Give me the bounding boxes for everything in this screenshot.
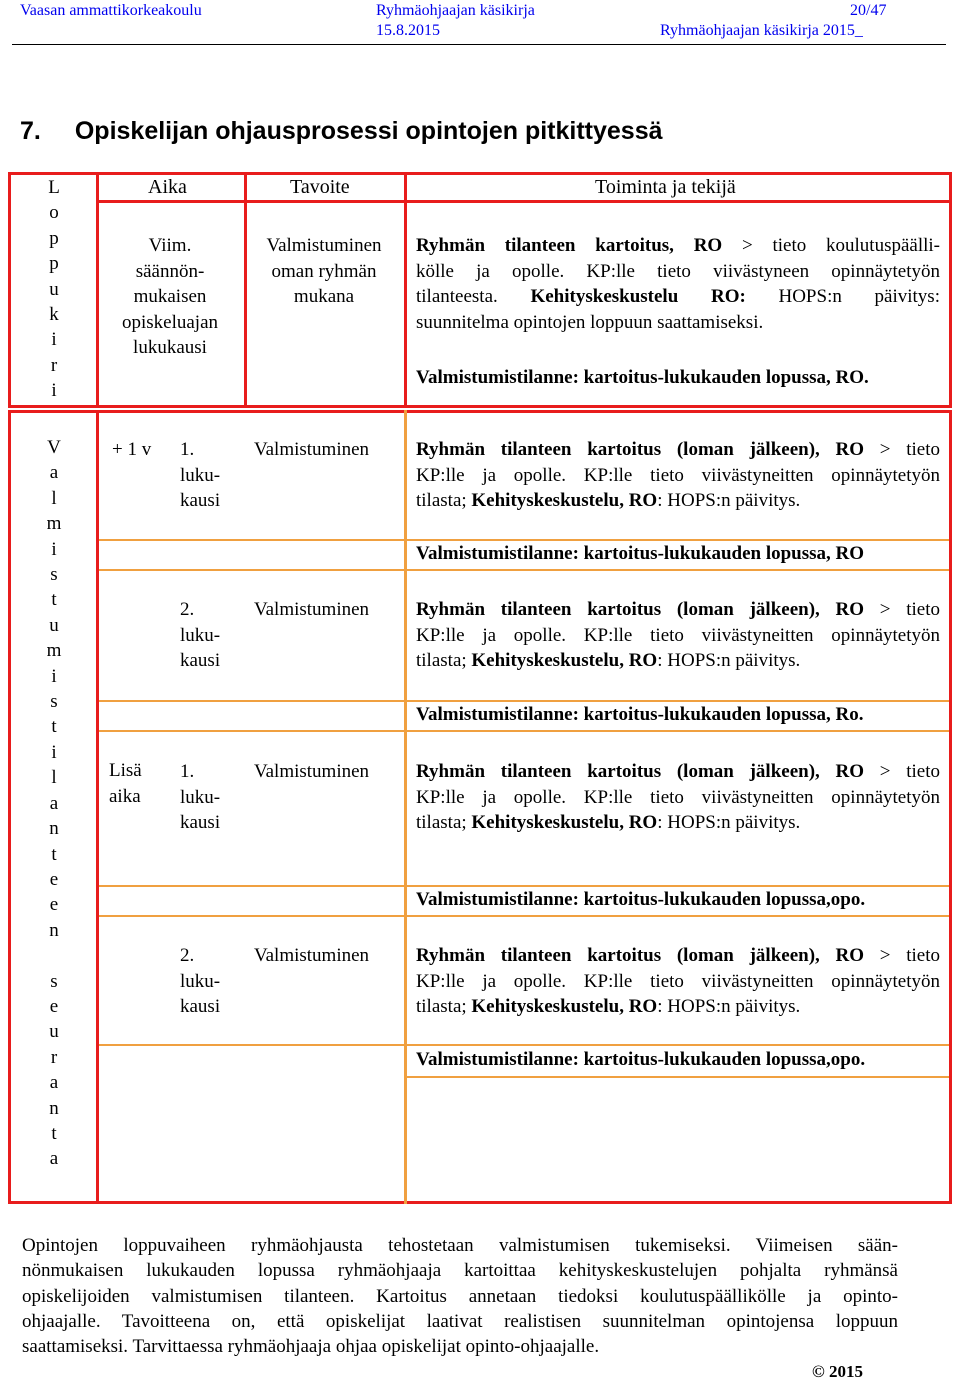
table1-action-line <box>416 284 940 310</box>
status-line: Valmistumistilanne: kartoitus-lukukauden lopussa, RO <box>416 543 865 564</box>
header-center: Ryhmäohjaajan käsikirja <box>376 2 535 19</box>
action-line: tilasta; Kehityskeskustelu, RO: HOPS:n päivitys. <box>416 490 801 511</box>
table1-toiminta-cell <box>416 233 940 335</box>
aika-extra-time: Lisä aika <box>109 760 142 807</box>
action-cell <box>416 597 940 674</box>
table1-tavoite-cell: Valmistuminen oman ryhmän mukana <box>266 235 382 307</box>
table2-side-divider <box>96 410 99 1204</box>
table1-action-line <box>416 259 940 285</box>
tavoite-cell: Valmistuminen <box>254 599 370 620</box>
row-separator <box>404 1076 949 1078</box>
action-cell <box>416 437 940 514</box>
row-separator <box>99 730 949 732</box>
action-line: Ryhmän tilanteen kartoitus (loman jälkeen), RO > tieto <box>416 945 940 966</box>
action-line: KP:lle ja opolle. KP:lle tieto viivästyneitten opinnäytetyön <box>416 464 940 486</box>
tavoite-cell: Valmistuminen <box>254 761 370 782</box>
table1-action-run: > tieto koulutuspäälli- <box>722 235 940 256</box>
table1-action-run: suunnitelma opintojen loppuun saattamiseksi. <box>416 311 764 333</box>
header-right-doc: Ryhmäohjaajan käsikirja 2015_ <box>660 22 863 39</box>
header-divider <box>12 44 946 45</box>
section-number: 7. <box>20 117 41 145</box>
table1-aika-cell: Viim. säännön- mukaisen opiskeluajan lukukausi <box>121 235 219 358</box>
tavoite-cell: Valmistuminen <box>254 945 370 966</box>
action-line: tilasta; Kehityskeskustelu, RO: HOPS:n päivitys. <box>416 812 801 833</box>
col-header-tavoite: Tavoite <box>290 176 350 198</box>
table1-action-line <box>416 310 940 336</box>
col-header-aika: Aika <box>148 176 187 198</box>
action-cell <box>416 759 940 836</box>
table1-col-divider-1 <box>244 172 247 408</box>
action-line: tilasta; Kehityskeskustelu, RO: HOPS:n päivitys. <box>416 996 801 1017</box>
table1-col-divider-2 <box>404 172 407 408</box>
lukukausi-cell: 2. luku- kausi <box>180 945 221 1017</box>
action-line: Ryhmän tilanteen kartoitus (loman jälkeen), RO > tieto <box>416 761 940 782</box>
section-title: Opiskelijan ohjausprosessi opintojen pitkittyessä <box>74 117 663 145</box>
lukukausi-cell: 1. luku- kausi <box>180 439 221 511</box>
action-line: KP:lle ja opolle. KP:lle tieto viivästyneitten opinnäytetyön <box>416 624 940 646</box>
status-line: Valmistumistilanne: kartoitus-lukukauden lopussa,opo. <box>416 889 866 910</box>
table1-action-run: HOPS:n päivitys: <box>745 286 940 307</box>
copyright: © 2015 <box>812 1362 863 1381</box>
action-line: KP:lle ja opolle. KP:lle tieto viivästyneitten opinnäytetyön <box>416 786 940 808</box>
table1-side-label: L o p p u k i r i <box>48 177 60 402</box>
lukukausi-cell: 2. luku- kausi <box>180 599 221 671</box>
table1-action-run: Ryhmän tilanteen kartoitus, RO <box>416 235 723 256</box>
table2-side-label: V a l m i s t u m i s t i l a n t e e n s e u r a n t a <box>46 437 62 1170</box>
table2-col-divider-toiminta <box>404 410 407 1204</box>
table1-side-divider <box>96 172 99 408</box>
table1-action-line <box>416 233 940 259</box>
table1-header-divider <box>96 200 952 203</box>
row-separator <box>99 1044 949 1046</box>
action-line: Ryhmän tilanteen kartoitus (loman jälkeen), RO > tieto <box>416 439 940 460</box>
lukukausi-cell: 1. luku- kausi <box>180 761 221 833</box>
header-date: 15.8.2015 <box>376 22 440 39</box>
status-line: Valmistumistilanne: kartoitus-lukukauden lopussa,opo. <box>416 1049 866 1070</box>
action-line: KP:lle ja opolle. KP:lle tieto viivästyneitten opinnäytetyön <box>416 970 940 992</box>
section-heading <box>20 114 663 148</box>
table1-action-run: Kehityskeskustelu RO: <box>530 286 746 307</box>
status-line: Valmistumistilanne: kartoitus-lukukauden lopussa, Ro. <box>416 704 864 725</box>
table1-status: Valmistumistilanne: kartoitus-lukukauden lopussa, RO. <box>416 367 869 388</box>
action-line: tilasta; Kehityskeskustelu, RO: HOPS:n päivitys. <box>416 650 801 671</box>
action-cell <box>416 943 940 1020</box>
tavoite-cell: Valmistuminen <box>254 439 370 460</box>
col-header-toiminta: Toiminta ja tekijä <box>595 176 736 198</box>
aika-plus-one-year: + 1 v <box>112 439 152 460</box>
row-separator <box>99 569 949 571</box>
action-line: Ryhmän tilanteen kartoitus (loman jälkeen), RO > tieto <box>416 599 940 620</box>
row-separator <box>99 915 949 917</box>
header-left: Vaasan ammattikorkeakoulu <box>20 2 202 19</box>
closing-paragraph: Opintojen loppuvaiheen ryhmäohjausta tehostetaan valmistumisen tukemiseksi. Viimeisen sään- nönmukaisen lukukauden lopussa ryhmäohjaaja kartoittaa kehityskeskustelujen pohjalta ryhmänsä opiskelijoiden valmistumisen tilanteen. Kartoitus annetaan tiedoksi koulutuspäällikölle ja opinto- ohjaajalle. Tavoitteena on, että opiskelijat laativat realistisen suunnitelman opintojensa loppuun saattamiseksi. Tarvittaessa ryhmäohjaaja ohjaa opiskelijat opinto-ohjaajalle. <box>22 1235 898 1358</box>
table1-action-run: tilanteesta. <box>416 286 531 307</box>
header-page: 20/47 <box>850 2 887 19</box>
table1-action-run: kölle ja opolle. KP:lle tieto viivästyneen opinnäytetyön <box>416 260 940 282</box>
